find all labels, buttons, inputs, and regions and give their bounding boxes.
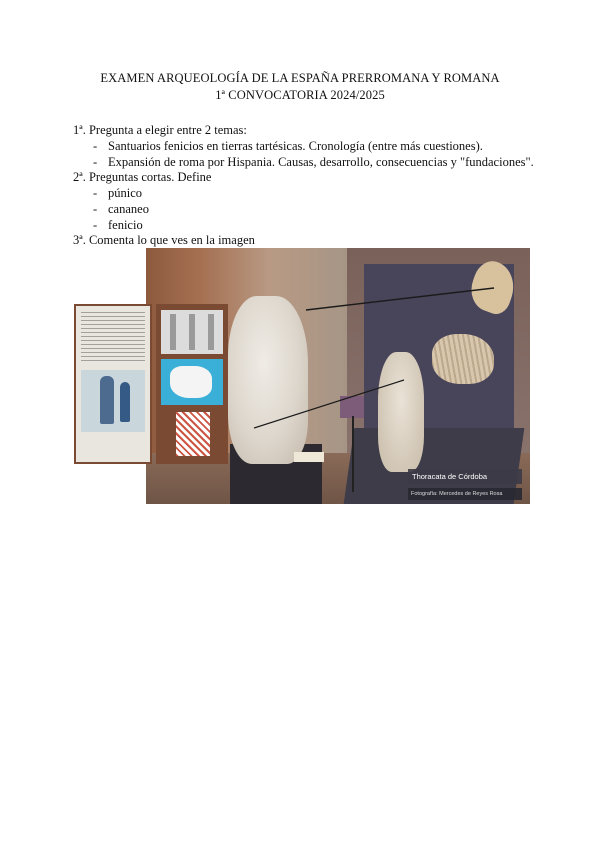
question-2-term-2: cananeo — [108, 202, 149, 216]
question-1-option-2: Expansión de roma por Hispania. Causas, desarrollo, consecuencias y "fundaciones". — [108, 155, 534, 169]
museum-photo — [74, 248, 530, 504]
question-1-option-1: Santuarios fenicios en tierras tartésicas. Cronología (entre más cuestiones). — [108, 139, 483, 153]
question-2-term-1: púnico — [108, 186, 143, 200]
question-1-heading: 1ª. Pregunta a elegir entre 2 temas: — [73, 123, 247, 137]
exam-title: EXAMEN ARQUEOLOGÍA DE LA ESPAÑA PRERROMANA Y ROMANA — [100, 71, 500, 85]
question-2-heading: 2ª. Preguntas cortas. Define — [73, 170, 212, 184]
photo-credit: Fotografía: Mercedes de Reyes Rosa — [408, 488, 522, 500]
question-2-term-3: fenicio — [108, 218, 143, 232]
pointer-lines — [74, 248, 530, 504]
bullet-dash: - — [93, 186, 98, 200]
pointer-line — [254, 380, 404, 428]
exam-session: 1ª CONVOCATORIA 2024/2025 — [215, 88, 385, 102]
photo-caption: Thoracata de Córdoba — [408, 469, 522, 484]
bullet-dash: - — [93, 155, 98, 169]
bullet-dash: - — [93, 139, 98, 153]
bullet-dash: - — [93, 202, 98, 216]
pointer-line — [306, 288, 494, 310]
question-3-heading: 3ª. Comenta lo que ves en la imagen — [73, 233, 255, 247]
bullet-dash: - — [93, 218, 98, 232]
